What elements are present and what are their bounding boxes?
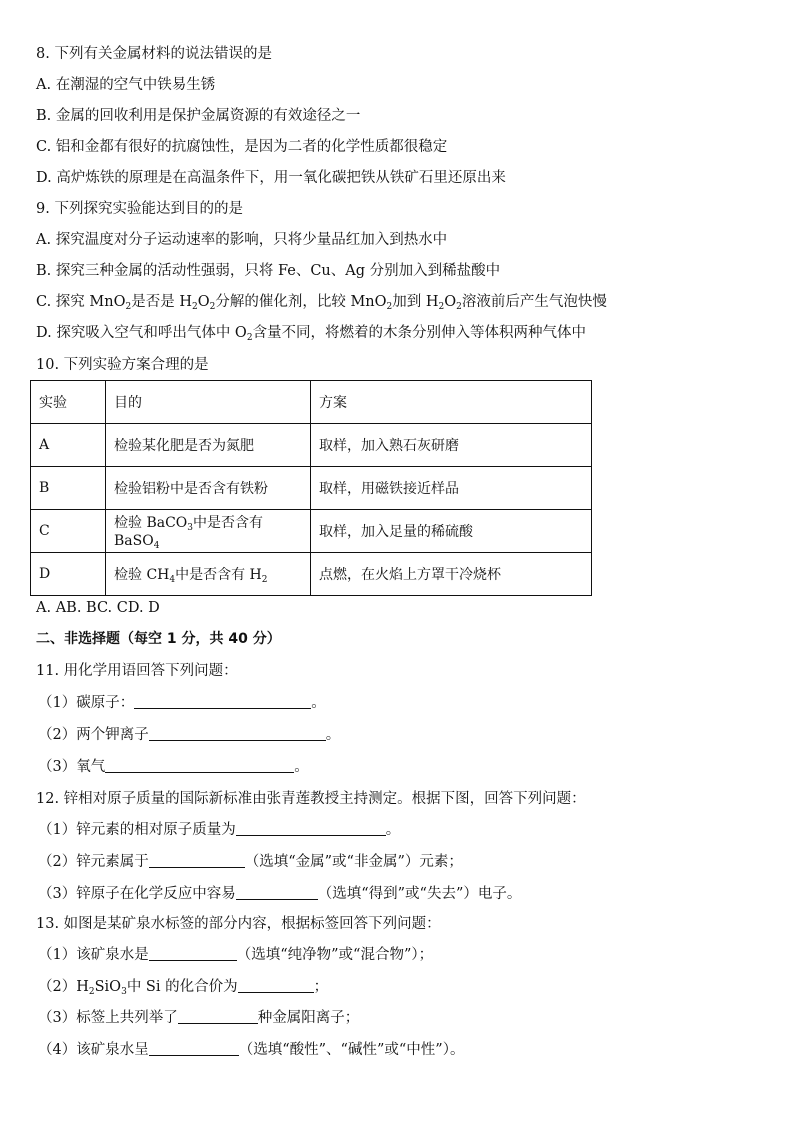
- answer-blank[interactable]: [149, 853, 245, 868]
- q9-option-c: C. 探究 MnO$_2$是否是 $H_2O_2$分解的催化剂，比较 MnO$_2$加到 $H_2O_2$溶液前后产生气泡快慢: [36, 294, 607, 312]
- header-cell: 目的: [106, 381, 311, 424]
- answer-blank[interactable]: [149, 726, 326, 741]
- answer-blank[interactable]: [178, 1009, 258, 1024]
- table-cell: 点燃，在火焰上方罩干冷烧杯: [311, 553, 592, 596]
- q12-stem: 12. 锌相对原子质量的国际新标准由张青莲教授主持测定。根据下图，回答下列问题：: [36, 791, 586, 807]
- q9-option-a: A. 探究温度对分子运动速率的影响，只将少量品红加入到热水中: [36, 232, 448, 248]
- answer-blank[interactable]: [105, 758, 294, 773]
- answer-blank[interactable]: [236, 821, 386, 836]
- table-row: [31, 424, 592, 467]
- q12-item-1: （1）锌元素的相对原子质量为 。: [38, 822, 401, 838]
- answer-blank[interactable]: [149, 946, 237, 961]
- q13-item-3: （3）标签上共列举了 种金属阳离子；: [38, 1010, 360, 1026]
- section-heading: 二、非选择题（每空 1 分，共 40 分）: [36, 631, 281, 647]
- q12-item-2: （2）锌元素属于 （选填“金属”或“非金属”）元素；: [38, 854, 463, 870]
- table-row: [31, 553, 592, 596]
- table-cell: 检验某化肥是否为氮肥: [106, 424, 311, 467]
- q10-answer-options: A. AB. BC. CD. D: [36, 600, 160, 616]
- header-cell: 实验: [31, 381, 106, 424]
- table-cell: 检验 $CH_4$中是否含有 $H_2$: [106, 553, 311, 596]
- answer-blank[interactable]: [134, 694, 311, 709]
- table-cell: D: [31, 553, 106, 596]
- q12-item-3: （3）锌原子在化学反应中容易 （选填“得到”或“失去”）电子。: [38, 886, 522, 902]
- q8-option-d: D. 高炉炼铁的原理是在高温条件下，用一氧化碳把铁从铁矿石里还原出来: [36, 170, 506, 186]
- q8-stem: 8. 下列有关金属材料的说法错误的是: [36, 46, 272, 62]
- answer-blank[interactable]: [149, 1041, 239, 1056]
- table-header-row: [31, 381, 592, 424]
- q13-item-2: $(2)H_2SiO_3$中 Si 的化合价为 ；: [38, 979, 329, 997]
- table-cell: 取样，用磁铁接近样品: [311, 467, 592, 510]
- q13-item-1: （1）该矿泉水是 （选填“纯净物”或“混合物”）；: [38, 947, 434, 963]
- table-cell: C: [31, 510, 106, 553]
- q13-stem: 13. 如图是某矿泉水标签的部分内容，根据标签回答下列问题：: [36, 916, 441, 932]
- table-cell: 检验铝粉中是否含有铁粉: [106, 467, 311, 510]
- table-row: [31, 467, 592, 510]
- table-cell: 取样，加入熟石灰研磨: [311, 424, 592, 467]
- answer-blank[interactable]: [236, 885, 318, 900]
- header-cell: 方案: [311, 381, 592, 424]
- table-cell: 检验 BaCO$_3$中是否含有 BaSO$_4$: [106, 510, 311, 553]
- table-row: [31, 510, 592, 553]
- q13-item-4: （4）该矿泉水呈 （选填“酸性”、“碱性”或“中性”）。: [38, 1042, 465, 1058]
- experiment-table: [30, 380, 592, 596]
- q11-stem: 11. 用化学用语回答下列问题：: [36, 663, 238, 679]
- q11-item-2: （2）两个钾离子 。: [38, 727, 341, 743]
- q11-item-1: （1）碳原子： 。: [38, 695, 326, 711]
- answer-blank[interactable]: [238, 978, 314, 993]
- table-cell: A: [31, 424, 106, 467]
- q10-stem: 10. 下列实验方案合理的是: [36, 357, 209, 373]
- q9-option-b: B. 探究三种金属的活动性强弱，只将 Fe、Cu、Ag 分别加入到稀盐酸中: [36, 263, 501, 279]
- table-cell: B: [31, 467, 106, 510]
- q9-stem: 9. 下列探究实验能达到目的的是: [36, 201, 243, 217]
- q8-option-a: A. 在潮湿的空气中铁易生锈: [36, 77, 216, 93]
- table-cell: 取样，加入足量的稀硫酸: [311, 510, 592, 553]
- q8-option-c: C. 铝和金都有很好的抗腐蚀性，是因为二者的化学性质都很稳定: [36, 139, 448, 155]
- q8-option-b: B. 金属的回收利用是保护金属资源的有效途径之一: [36, 108, 361, 124]
- q9-option-d: D. 探究吸入空气和呼出气体中 $O_2$含量不同，将燃着的木条分别伸入等体积两种气体中: [36, 325, 587, 343]
- q11-item-3: （3）氧气 。: [38, 759, 309, 775]
